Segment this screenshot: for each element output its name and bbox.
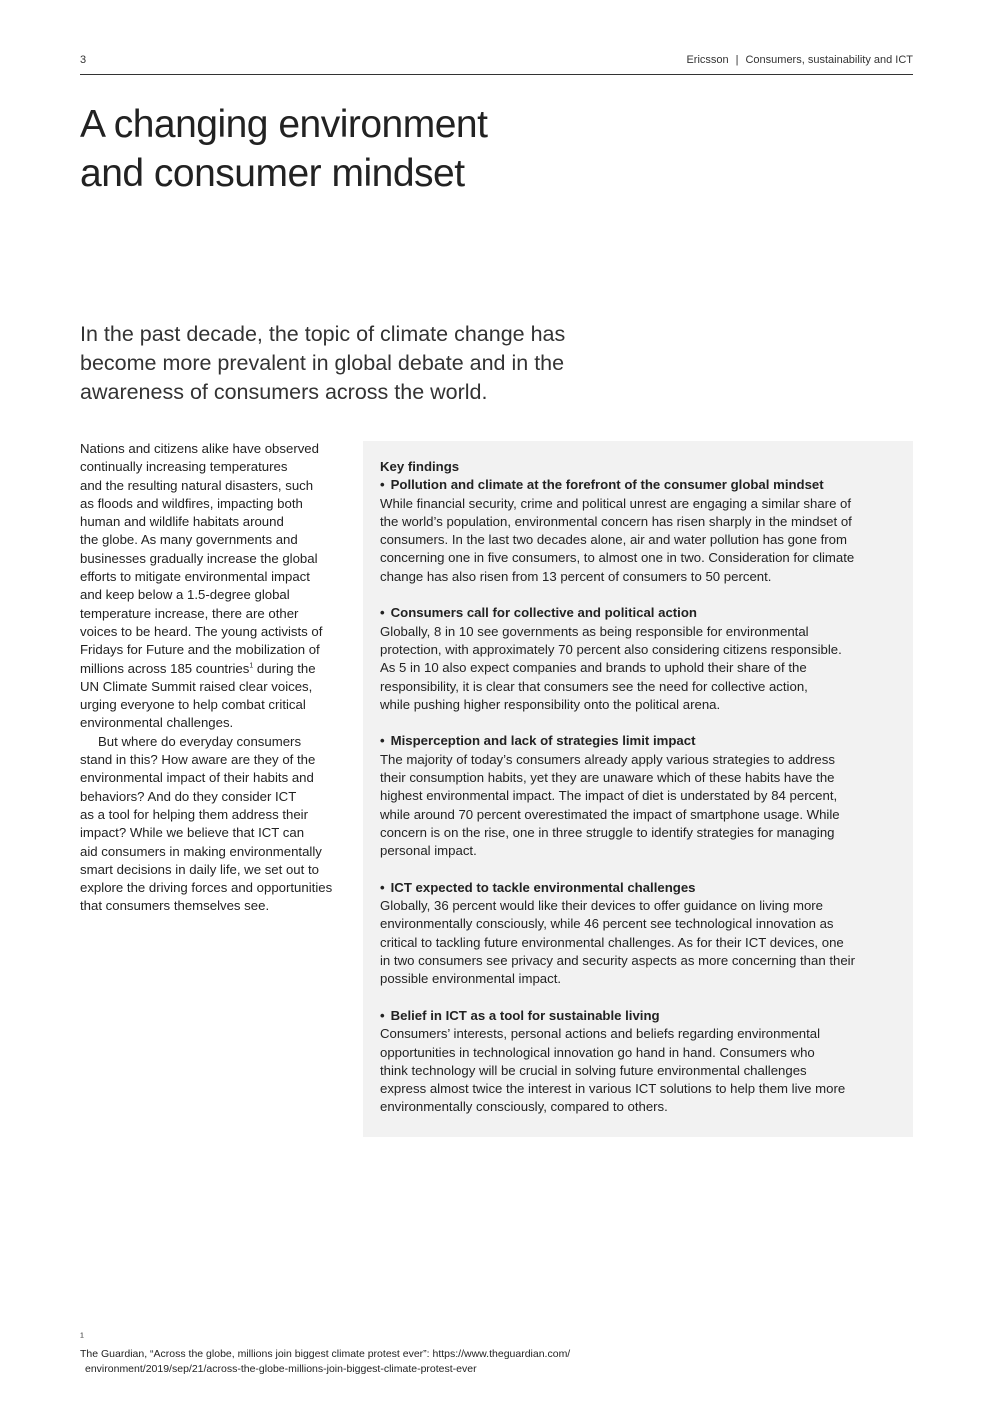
body-line: temperature increase, there are other: [80, 605, 299, 621]
title-line: and consumer mindset: [80, 152, 465, 195]
finding-body: [380, 897, 895, 988]
body-line: smart decisions in daily life, we set out to: [80, 861, 319, 877]
body-line: explore the driving forces and opportunities: [80, 880, 333, 896]
page-header: [80, 52, 913, 75]
finding-heading-text: ICT expected to tackle environmental challenges: [390, 879, 696, 895]
body-line: behaviors? And do they consider ICT: [80, 788, 297, 804]
body-text: during the: [253, 660, 316, 676]
bullet-icon: •: [380, 605, 385, 621]
footnote-line: [80, 1332, 680, 1362]
finding-line: Consumers’ interests, personal actions and beliefs regarding environmental: [380, 1026, 821, 1042]
finding-line: critical to tackling future environmental challenges. As for their ICT devices, one: [380, 934, 844, 950]
finding-line: opportunities in technological innovation go hand in hand. Consumers who: [380, 1044, 815, 1060]
finding-item: [380, 732, 895, 860]
lead-line: become more prevalent in global debate and in the: [80, 351, 565, 375]
finding-heading-text: Belief in ICT as a tool for sustainable living: [390, 1007, 660, 1023]
finding-heading-text: Misperception and lack of strategies limit impact: [390, 733, 696, 749]
finding-line: While financial security, crime and political unrest are engaging a similar share of: [380, 495, 852, 511]
body-paragraph-1: [80, 440, 350, 733]
body-line: efforts to mitigate environmental impact: [80, 569, 310, 585]
body-column: [80, 440, 350, 916]
body-line: urging everyone to help combat critical: [80, 697, 306, 713]
body-text: millions across 185 countries: [80, 660, 250, 676]
finding-line: As 5 in 10 also expect companies and brands to uphold their share of the: [380, 660, 807, 676]
body-line: and keep below a 1.5-degree global: [80, 587, 290, 603]
bullet-icon: •: [380, 1007, 385, 1023]
body-line: as floods and wildfires, impacting both: [80, 495, 303, 511]
finding-line: consumers. In the last two decades alone, air and water pollution has gone from: [380, 532, 847, 548]
header-separator: |: [735, 54, 739, 66]
footnote-text[interactable]: The Guardian, “Across the globe, millions join biggest climate protest ever”: https://www.theguardian.com/: [80, 1348, 571, 1360]
finding-heading-text: Pollution and climate at the forefront of the consumer global mindset: [390, 477, 824, 493]
body-line: businesses gradually increase the global: [80, 550, 318, 566]
finding-line: in two consumers see privacy and security aspects as more concerning than their: [380, 953, 855, 969]
page-title: [80, 100, 600, 198]
body-line: voices to be heard. The young activists of: [80, 623, 323, 639]
finding-line: Globally, 8 in 10 see governments as being responsible for environmental: [380, 623, 809, 639]
body-line: impact? While we believe that ICT can: [80, 825, 305, 841]
key-findings-title: Key findings: [380, 459, 460, 474]
body-line-with-footnote: [80, 660, 350, 678]
lead-paragraph: [80, 320, 600, 407]
body-line: environmental challenges.: [80, 715, 234, 731]
body-line: as a tool for helping them address their: [80, 806, 308, 822]
finding-heading: [380, 476, 895, 494]
body-line: But where do everyday consumers: [98, 733, 302, 749]
bullet-icon: •: [380, 879, 385, 895]
finding-line: Globally, 36 percent would like their devices to offer guidance on living more: [380, 898, 824, 914]
company-name: Ericsson: [686, 54, 729, 66]
finding-line: change has also risen from 13 percent of consumers to 50 percent.: [380, 568, 772, 584]
finding-line: while pushing higher responsibility onto the political arena.: [380, 696, 721, 712]
finding-line: possible environmental impact.: [380, 971, 562, 987]
footnote-reference[interactable]: 1: [249, 662, 254, 670]
finding-heading: [380, 1007, 895, 1025]
finding-heading: [380, 879, 895, 897]
body-line: human and wildlife habitats around: [80, 514, 284, 530]
key-findings-box: [363, 441, 913, 1137]
body-line: environmental impact of their habits and: [80, 770, 314, 786]
finding-heading: [380, 732, 895, 750]
finding-line: personal impact.: [380, 843, 477, 859]
finding-item: [380, 1007, 895, 1117]
finding-line: their consumption habits, yet they are unaware which of these habits have the: [380, 770, 835, 786]
footnote-line[interactable]: environment/2019/sep/21/across-the-globe-millions-join-biggest-climate-protest-ever: [85, 1363, 477, 1375]
title-line: A changing environment: [80, 103, 488, 146]
body-line: aid consumers in making environmentally: [80, 843, 322, 859]
finding-line: while around 70 percent overestimated the impact of smartphone usage. While: [380, 806, 840, 822]
report-title: Consumers, sustainability and ICT: [745, 54, 913, 66]
finding-line: environmentally consciously, compared to others.: [380, 1099, 668, 1115]
body-line: continually increasing temperatures: [80, 459, 288, 475]
finding-line: think technology will be crucial in solving future environmental challenges: [380, 1062, 807, 1078]
lead-line: awareness of consumers across the world.: [80, 380, 488, 404]
finding-line: environmentally consciously, while 46 percent see technological innovation as: [380, 916, 834, 932]
body-paragraph-2: [80, 733, 350, 916]
key-findings-content: [380, 458, 895, 1135]
finding-line: concerning one in five consumers, to almost one in two. Consideration for climate: [380, 550, 855, 566]
bullet-icon: •: [380, 477, 385, 493]
finding-heading: [380, 604, 895, 622]
finding-heading-text: Consumers call for collective and political action: [390, 605, 697, 621]
body-line: the globe. As many governments and: [80, 532, 298, 548]
body-line: that consumers themselves see.: [80, 898, 270, 914]
finding-body: [380, 495, 895, 586]
finding-line: express almost twice the interest in various ICT solutions to help them live more: [380, 1081, 846, 1097]
finding-item: [380, 476, 895, 586]
body-line: Fridays for Future and the mobilization of: [80, 642, 320, 658]
running-header: [686, 54, 913, 66]
bullet-icon: •: [380, 733, 385, 749]
body-line: stand in this? How aware are they of the: [80, 752, 316, 768]
finding-line: concern is on the rise, one in three struggle to identify strategies for managing: [380, 824, 835, 840]
finding-line: protection, with approximately 70 percent also considering citizens responsible.: [380, 641, 842, 657]
finding-line: highest environmental impact. The impact of diet is understated by 84 percent,: [380, 788, 838, 804]
finding-body: [380, 623, 895, 714]
footnote: [80, 1332, 680, 1377]
footnote-marker: 1: [80, 1332, 84, 1340]
finding-item: [380, 604, 895, 714]
finding-line: the world’s population, environmental concern has risen sharply in the mindset of: [380, 513, 852, 529]
finding-body: [380, 1025, 895, 1116]
finding-line: The majority of today’s consumers already apply various strategies to address: [380, 751, 835, 767]
finding-item: [380, 879, 895, 989]
body-line: UN Climate Summit raised clear voices,: [80, 678, 313, 694]
body-line: Nations and citizens alike have observed: [80, 441, 319, 456]
page-number: 3: [80, 54, 87, 66]
finding-line: responsibility, it is clear that consumers see the need for collective action,: [380, 678, 808, 694]
finding-body: [380, 751, 895, 861]
lead-line: In the past decade, the topic of climate change has: [80, 322, 566, 346]
body-line: and the resulting natural disasters, such: [80, 477, 314, 493]
